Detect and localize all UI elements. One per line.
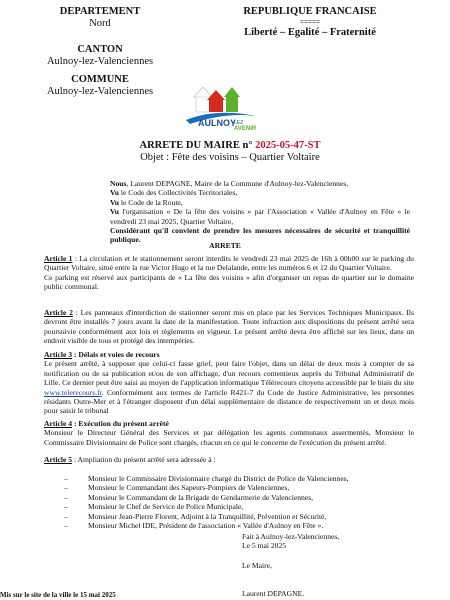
article-3-title: : Délais et voies de recours <box>72 350 160 359</box>
article-5 <box>44 455 414 464</box>
canton-value: Aulnoy-lez-Valenciennes <box>46 56 154 67</box>
publication-footer: Mis sur le site de la ville le 15 mai 2025 <box>0 591 116 599</box>
decree-number: 2025-05-47-ST <box>255 140 321 151</box>
signature-place: Fait à Aulnoy-lez-Valenciennes, <box>242 532 340 541</box>
list-item: – Monsieur le Commandant des Sapeurs-Pompiers de Valenciennes, <box>60 483 420 492</box>
article-3-label: Article 3 <box>44 350 73 359</box>
article-1 <box>44 254 414 292</box>
logo-text-lez: LEZ <box>234 120 244 126</box>
article-5-text: : Ampliation du présent arrêté sera adressée à : <box>72 455 216 464</box>
article-4-text: Monsieur le Directeur Général des Services et par délégation les agents communaux assermentés, Monsieur le Commissaire Divisionnaire de Police sont chargés, chacun en ce qui le concerne de l'exécution du présent arrêté. <box>44 428 414 447</box>
commune-value: Aulnoy-lez-Valenciennes <box>46 86 154 97</box>
article-2 <box>44 308 414 346</box>
header-right <box>220 6 400 39</box>
republic-separator: ===== <box>300 18 320 26</box>
preamble-nous-text: , Laurent DEPAGNE, Maire de la Commune d'Aulnoy-lez-Valenciennes, <box>126 179 349 188</box>
preamble-nous-label: Nous <box>110 179 127 188</box>
article-4-title: : Exécution du présent arrêté <box>72 419 169 428</box>
article-2-text: : Les panneaux d'interdiction de stationner seront mis en place par les Services Techniques Municipaux. Ils devront être installés 7 jours avant la date de la manifestation. Toute infraction aux dispositions du présent arrêté sera poursuivie conformément aux lois et règlements en vigueur. Le présent arrêté devra être affiché sur les lieux, dans un endroit visible de tous et protégé des intempéries. <box>44 308 414 346</box>
decree-subject: Objet : Fête des voisins – Quartier Voltaire <box>140 152 320 163</box>
preamble-nous <box>110 179 410 188</box>
article-2-label: Article 2 <box>44 308 73 317</box>
republic-motto: Liberté – Egalité – Fraternité <box>244 27 376 38</box>
commune-title: COMMUNE <box>71 74 129 85</box>
logo-text-aulnoy: AULNOY <box>198 118 236 128</box>
signature-block <box>242 532 412 599</box>
preamble <box>110 179 410 245</box>
vu-text: le Code des Collectivités Territoriales, <box>119 188 238 198</box>
article-5-label: Article 5 <box>44 455 73 464</box>
article-1-text: : La circulation et le stationnement seront interdits le vendredi 23 mai 2025 de 16h à 00h00 sur le parking du Quartier Voltaire, situé entre la rue Victor Hugo et la rue Delalande, entre les numéros 6 et 12 du Quartier Voltaire. <box>44 254 414 273</box>
preamble-vu-3 <box>110 207 410 226</box>
telerecours-link[interactable]: www.telerecours.fr <box>44 387 102 397</box>
preamble-vu-2 <box>110 198 410 207</box>
arrete-heading: ARRETE <box>209 241 241 250</box>
list-item: – Monsieur le Commissaire Divisionnaire chargé du District de Police de Valenciennes, <box>60 474 420 483</box>
signature-date: Le 5 mai 2025 <box>242 541 287 551</box>
decree-title-block <box>80 140 380 164</box>
article-3-text-1: Le présent arrêté, à supposer que celui-ci fasse grief, peut faire l'objet, dans un délai de deux mois à compter de sa notification ou de sa publication et/ou de son affichage, d'un recours contentieux auprès du Tribunal Administratif de Lille. Ce dernier peut être saisi au moyen de l'application informatique Télérecours citoyens accessible par le biais du site <box>44 359 414 388</box>
preamble-considering: Considérant qu'il convient de prendre les mesures nécessaires de sécurité et tranquillité publique. <box>110 226 410 245</box>
department-title: DEPARTEMENT <box>59 6 141 17</box>
republic-title: REPUBLIQUE FRANCAISE <box>243 6 377 17</box>
recipient-list <box>60 474 420 530</box>
preamble-vu-1 <box>110 188 410 197</box>
department-value: Nord <box>89 18 111 29</box>
logo-text-avenir: AVENIR <box>234 126 257 132</box>
header-left <box>20 6 180 98</box>
vu-text: le Code de la Route, <box>119 197 183 207</box>
list-item: – Monsieur le Commandant de la Brigade de Gendarmerie de Valenciennes, <box>60 493 420 502</box>
vu-label: Vu <box>110 188 120 198</box>
article-4-label: Article 4 <box>44 419 73 428</box>
signature-role: Le Maire, <box>242 560 272 570</box>
article-4 <box>44 419 414 447</box>
city-logo-graphic <box>176 82 272 132</box>
city-logo <box>176 82 272 132</box>
article-1-text-2: Ce parking est réservé aux participants de « La fête des voisins » afin d'organiser un repas de quartier sur le domaine public communal. <box>44 272 414 292</box>
signature-name: Laurent DEPAGNE. <box>242 589 305 599</box>
canton-title: CANTON <box>77 44 123 55</box>
article-3-text-2: . Conformément aux termes de l'article R421-7 du Code de Justice Administrative, les personnes résidants Outre-Mer et à l'étranger disposent d'un délai supplémentaire de distance de respectivement un et deux mois pour saisir le tribunal <box>44 387 414 416</box>
list-item: – Monsieur Jean-Pierre Florent, Adjoint à la Tranquillité, Prévention et Sécurité, <box>60 512 420 521</box>
list-item: – Monsieur le Chef de Service de Police Municipale, <box>60 502 420 511</box>
article-3 <box>44 350 414 416</box>
list-item: – Monsieur Michel IDE, Président de l'association « Vallée d'Aulnoy en Fête ». <box>60 521 420 530</box>
vu-label: Vu <box>110 197 120 207</box>
decree-title <box>80 140 380 152</box>
vu-label: Vu <box>110 207 120 217</box>
decree-title-prefix: ARRETE DU MAIRE n° <box>139 140 253 151</box>
vu-text: l'organisation « De la fête des voisins » par l'Association « Vallée d'Aulnoy en Fête » le vendredi 23 mai 2025, Quartier Voltaire, <box>110 207 410 226</box>
article-1-label: Article 1 <box>44 254 73 263</box>
